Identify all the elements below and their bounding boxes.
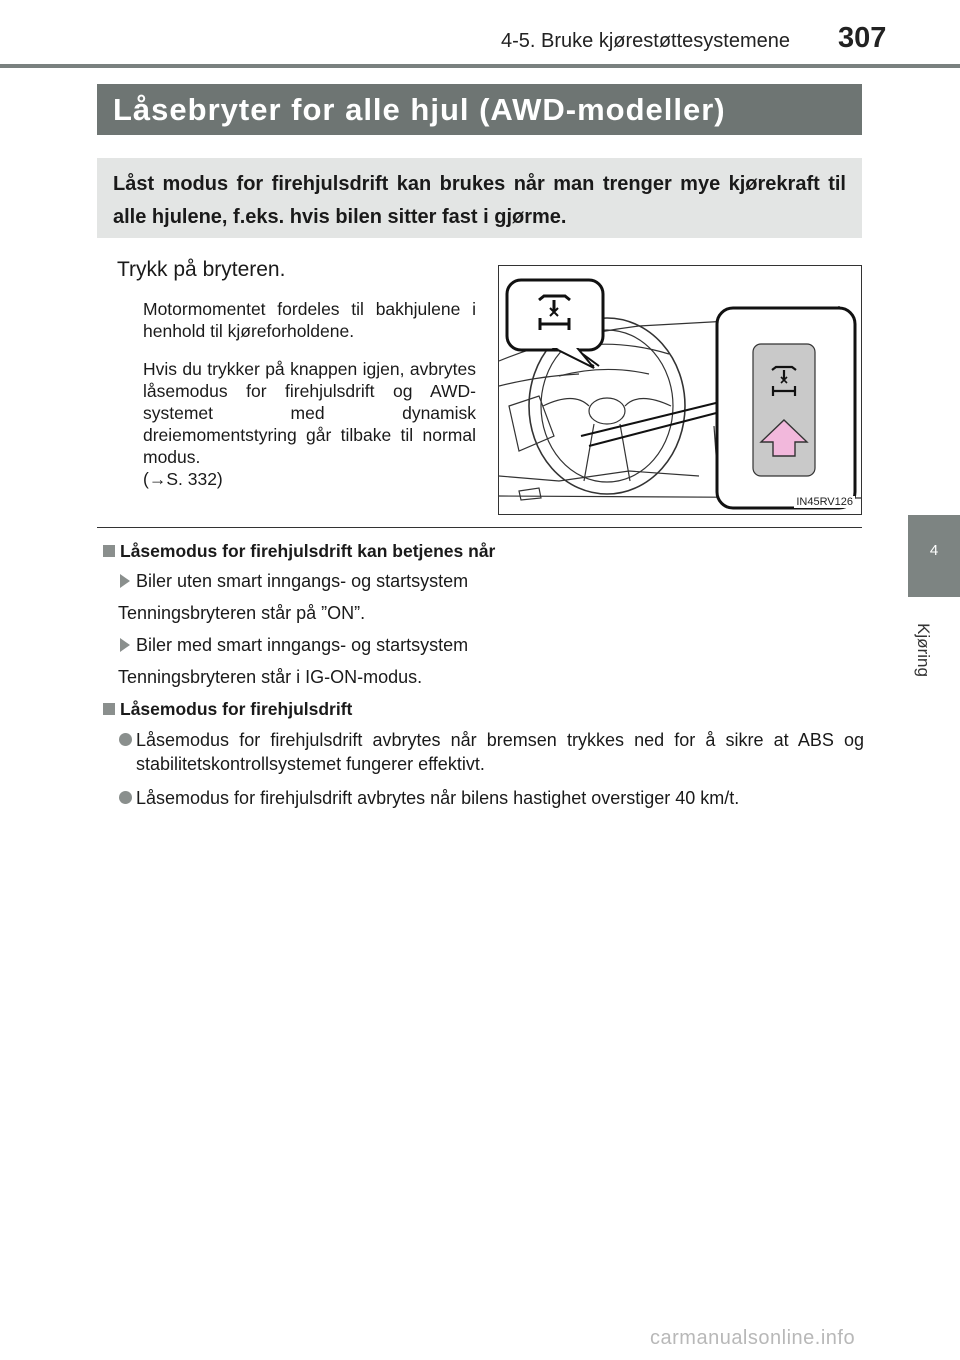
page-reference: (→S. 332) bbox=[143, 469, 223, 489]
ig-on-mode-text: Tenningsbryteren står i IG-ON-modus. bbox=[118, 667, 423, 687]
circle-bullet-icon bbox=[119, 733, 132, 746]
note-heading-text: Låsemodus for firehjulsdrift kan betjenes når bbox=[120, 541, 496, 561]
circle-bullet-icon bbox=[119, 791, 132, 804]
lock-4wd-icon bbox=[507, 280, 603, 368]
list-item-without-smart-entry bbox=[120, 571, 468, 592]
bullet-item-brake bbox=[119, 728, 864, 776]
square-bullet-icon bbox=[103, 545, 115, 557]
list-item-label: Biler med smart inngangs- og startsystem bbox=[136, 635, 469, 655]
section-divider bbox=[97, 527, 862, 528]
instruction-step: Trykk på bryteren. bbox=[117, 258, 286, 281]
switch-callout bbox=[717, 308, 855, 508]
bullet-text: Låsemodus for firehjulsdrift avbrytes når bilens hastighet overstiger 40 km/t. bbox=[136, 788, 740, 808]
triangle-bullet-icon bbox=[120, 574, 130, 588]
chapter-label: Kjøring bbox=[913, 623, 933, 677]
bullet-text: Låsemodus for firehjulsdrift avbrytes når bremsen trykkes ned for å sikre at ABS og stabilitetskontrollsystemet fungerer effektivt. bbox=[136, 730, 864, 774]
page-number: 307 bbox=[838, 22, 887, 54]
square-bullet-icon bbox=[103, 703, 115, 715]
note-heading-operation bbox=[103, 541, 495, 562]
bullet-item-speed bbox=[119, 786, 864, 810]
section-title: Låsebryter for alle hjul (AWD-modeller) bbox=[97, 84, 862, 135]
list-item-with-smart-entry bbox=[120, 635, 468, 656]
watermark: carmanualsonline.info bbox=[650, 1327, 856, 1349]
header-divider bbox=[0, 64, 960, 68]
chapter-label-container bbox=[910, 600, 954, 710]
figure-code: IN45RV126 bbox=[796, 496, 853, 508]
instruction-para-1: Motormomentet fordeles til bakhjulene i henhold til kjøreforholdene. bbox=[143, 299, 476, 341]
intro-box: Låst modus for firehjulsdrift kan brukes når man trenger mye kjørekraft til alle hjulene, f.eks. hvis bilen sitter fast i gjørme. bbox=[97, 158, 862, 238]
triangle-bullet-icon bbox=[120, 638, 130, 652]
chapter-tab: 4 bbox=[908, 515, 960, 597]
note-heading-lock-mode bbox=[103, 699, 352, 720]
note-heading-text: Låsemodus for firehjulsdrift bbox=[120, 699, 353, 719]
dashboard-figure bbox=[498, 265, 862, 515]
dashboard-illustration bbox=[499, 266, 862, 515]
ignition-on-text: Tenningsbryteren står på ”ON”. bbox=[118, 603, 366, 623]
list-item-label: Biler uten smart inngangs- og startsystem bbox=[136, 571, 469, 591]
instruction-para-2 bbox=[143, 358, 476, 490]
instruction-para-2-text: Hvis du trykker på knappen igjen, avbrytes låsemodus for firehjulsdrift og AWD-systemet med dynamisk dreiemomentstyring går tilbake til normal modus. bbox=[143, 359, 476, 467]
header-section-title: 4-5. Bruke kjørestøttesystemene bbox=[501, 30, 790, 52]
